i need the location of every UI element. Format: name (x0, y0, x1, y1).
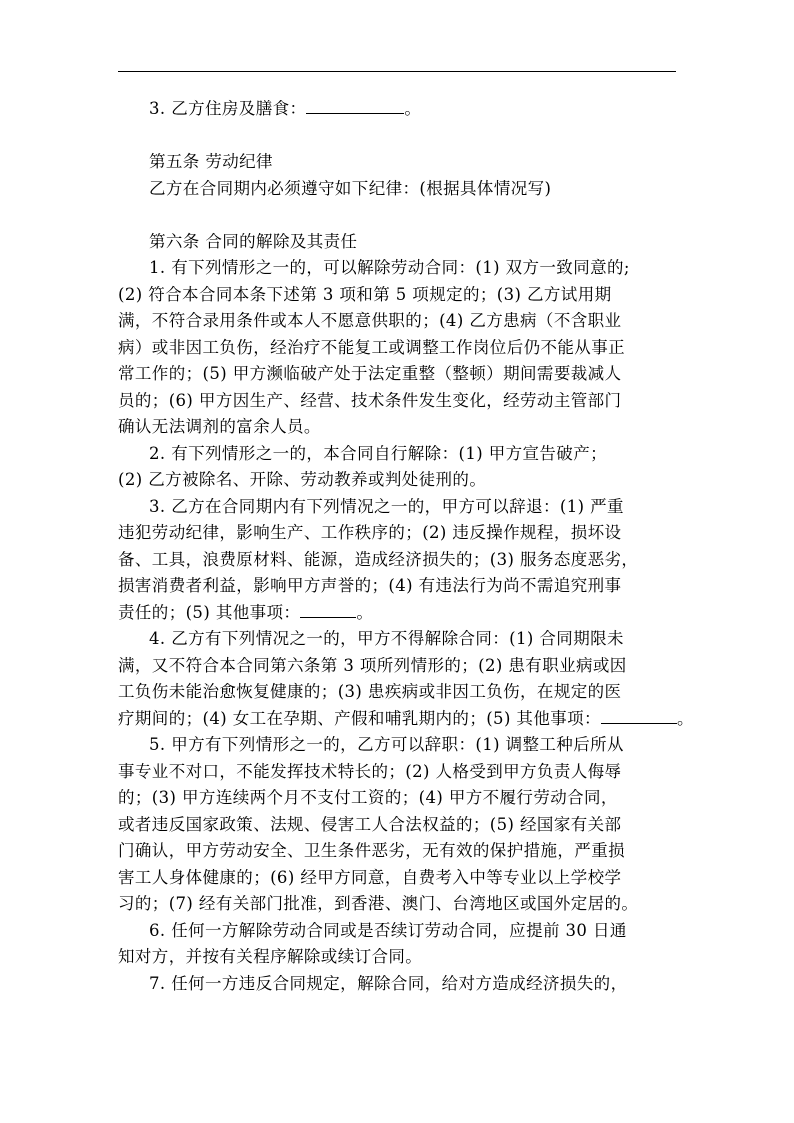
paragraph-6: 6. 任何一方解除劳动合同或是否续订劳动合同，应提前 30 日通 知对方，并按有关程序解除或续订合同。 (118, 920, 627, 966)
blank-field[interactable] (306, 98, 404, 114)
paragraph-4: 4. 乙方有下列情况之一的，甲方不得解除合同：(1) 合同期限未 满，又不符合本合同第六条第 3 项所列情形的；(2) 患有职业病或因 工负伤未能治愈恢复健康的；(3) 患疾病或非因工负伤，在规定的医 疗期间的；(4) 女工在孕期、产假和哺乳期内的；(5) 其他事项： 。 (118, 629, 694, 728)
blank-field[interactable] (300, 602, 356, 618)
paragraph-7: 7. 任何一方违反合同规定，解除合同，给对方造成经济损失的， (149, 973, 628, 993)
article5-body: 乙方在合同期内必须遵守如下纪律：(根据具体情况写) (149, 178, 552, 198)
blank-field[interactable] (601, 708, 677, 724)
document-page (118, 96, 694, 997)
article6-title: 第六条 合同的解除及其责任 (149, 231, 358, 251)
paragraph-2: 2. 有下列情形之一的，本合同自行解除：(1) 甲方宣告破产； (2) 乙方被除名、开除、劳动教养或判处徒刑的。 (118, 443, 608, 489)
paragraph-3: 3. 乙方在合同期内有下列情况之一的，甲方可以辞退：(1) 严重 违犯劳动纪律，影响生产、工作秩序的；(2) 违反操作规程，损坏设 备、工具，浪费原材料、能源，造成经济损失的；(3) 服务态度恶劣， 损害消费者利益，影响甲方声誉的；(4) 有违法行为尚不需追究刑事 责任的；(5) 其他事项： 。 (118, 496, 639, 622)
header-rule (118, 71, 676, 72)
article5-title: 第五条 劳动纪律 (149, 152, 273, 171)
paragraph-5: 5. 甲方有下列情形之一的，乙方可以辞职：(1) 调整工种后所从 事专业不对口，不能发挥技术特长的；(2) 人格受到甲方负责人侮辱 的；(3) 甲方连续两个月不支付工资的；(4) 甲方不履行劳动合同， 或者违反国家政策、法规、侵害工人合法权益的；(5) 经国家有关部 门确认，甲方劳动安全、卫生条件恶劣，无有效的保护措施，严重损 害工人身体健康的；(6) 经甲方同意，自费考入中等专业以上学校学 习的；(7) 经有关部门批准，到香港、澳门、台湾地区或国外定居的。 (118, 735, 639, 913)
housing-clause: 3. 乙方住房及膳食： 。 (149, 99, 422, 118)
paragraph-1: 1. 有下列情形之一的，可以解除劳动合同：(1) 双方一致同意的; (2) 符合本合同本条下述第 3 项和第 5 项规定的；(3) 乙方试用期 满，不符合录用条件或本人不愿意供职的；(4) 乙方患病（不含职业 病）或非因工负伤，经治疗不能复工或调整工作岗位后仍不能从事正 常工作的；(5) 甲方濒临破产处于法定重整（整顿）期间需要裁减人 员的；(6) 甲方因生产、经营、技术条件发生变化，经劳动主管部门 确认无法调剂的富余人员。 (118, 258, 630, 436)
